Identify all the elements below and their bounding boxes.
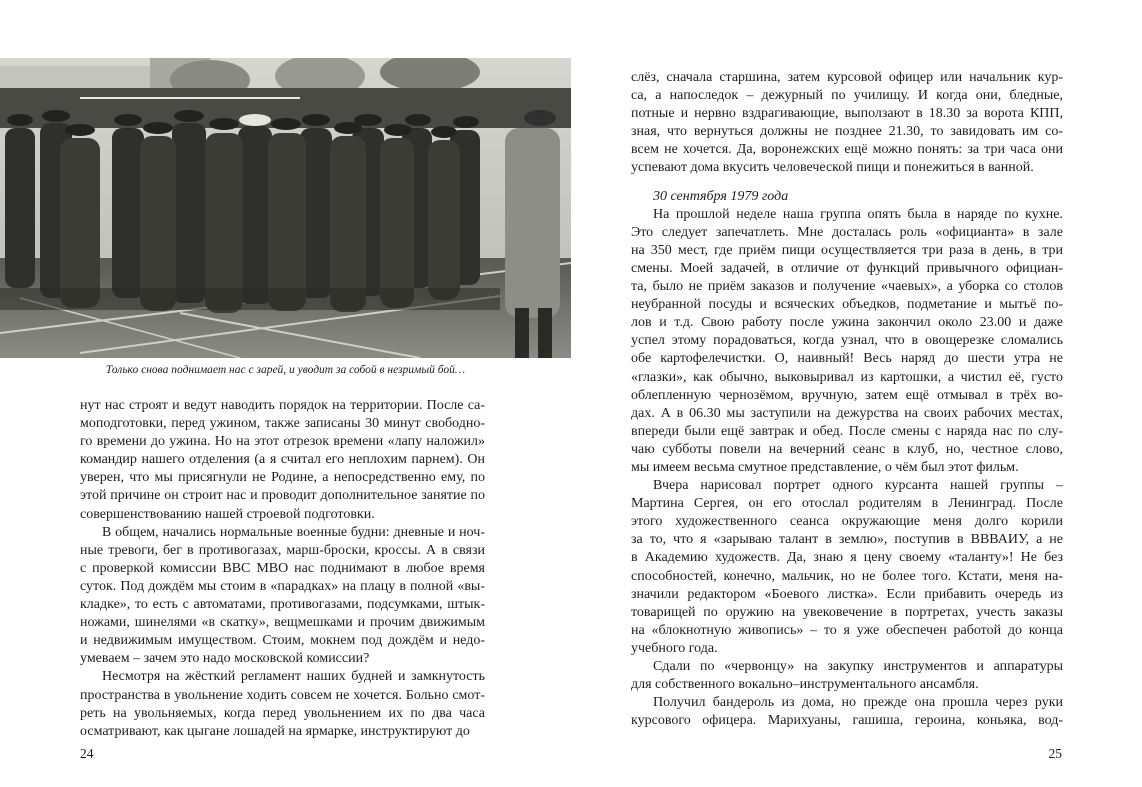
paragraph	[80, 524, 485, 669]
text-line: значили редактором «Боевого листка». Если прибавить очередь из	[631, 586, 1063, 602]
text-line: пространства в увольнение ходить совсем не хочется. Больно смот-	[80, 687, 485, 703]
text-line: зная, что вернуться должны не позднее 21.30, то завидовать им со-	[631, 124, 1063, 140]
text-line: умеваем – зачем это надо московской комиссии?	[80, 651, 370, 667]
text-line: лов и т.д. Свою работу после ужина закончил около 23.00 и даже	[631, 315, 1063, 331]
text-line: та, было не приём заказов и получение «чаевых», а уборка со столов	[631, 279, 1063, 295]
text-line: способностей, конечно, мальчик, но не более того. Кстати, меня на-	[631, 568, 1063, 584]
text-line: слёз, сначала старшина, затем курсовой офицер или начальник кур-	[631, 70, 1063, 85]
text-line: смены. Моей задачей, в отличие от функций привычного официан-	[631, 260, 1063, 276]
photo-caption: Только снова поднимает нас с зарей, и уводит за собой в незримый бой…	[105, 364, 466, 376]
text-line: товарищей по оружию на увековечение в портретах, учесть заказы	[631, 604, 1063, 620]
text-line: са, а напоследок – дежурный по училищу. И когда они, бледные,	[631, 88, 1063, 104]
text-line: всем не хочется. Да, воронежских ещё можно понять: за три часа они	[631, 142, 1063, 158]
text-line: совершенствованию нашей строевой подготовки.	[80, 506, 375, 522]
text-line: суток. Под дождём мы стоим в «парадках» на плацу в полной «вы-	[80, 578, 485, 594]
text-line: командир нашего отделения (а я считал его неплохим парнем). Он	[80, 452, 485, 468]
text-line: мы имеем весьма смутное представление, о чём был этот фильм.	[631, 459, 1019, 475]
text-line: неубранной посуды и всяческих объедков, подметание и мытьё по-	[631, 297, 1063, 313]
date-heading: 30 сентября 1979 года	[653, 188, 789, 204]
text-line: за то, что я «зарываю талант в землю», поступив в ВВВАИУ, а не	[631, 532, 1063, 548]
text-line: и недвижимым имуществом. Стоим, мокнем под дождём и недо-	[80, 633, 485, 649]
text-line: чаю субботы повели на вечерний сеанс в клуб, но, честное слово,	[631, 441, 1063, 457]
text-line: потные и нервно вздрагивающие, выползают в 18.30 за ворота КПП,	[631, 106, 1063, 122]
paragraph	[631, 477, 1063, 658]
text-line: Сдали по «червонцу» на закупку инструментов и аппаратуры	[653, 659, 1063, 674]
text-line: в Академию художеств. Да, знаю я цену своему «таланту»! Не без	[631, 550, 1063, 566]
text-line: учебного года.	[631, 640, 718, 656]
right-page-body-text	[631, 69, 1063, 730]
text-line: с проверкой комиссии ВВС МВО нас поднимают в любое время	[80, 560, 485, 576]
text-line: этого художественного сеанса окружающие меня долго корили	[631, 514, 1063, 530]
text-line: реть на увольняемых, когда перед увольнением их по два часа	[80, 705, 485, 721]
text-line: ные тревоги, бег в противогазах, марш-броски, кроссы. А в связи	[80, 542, 485, 558]
paragraph	[631, 206, 1063, 477]
text-line: осматривают, как цыгане лошадей на ярмарке, инструктируют до	[80, 723, 470, 739]
text-line: Получил бандероль из дома, но прежде она прошла через руки	[653, 695, 1063, 711]
text-line: моподготовки, перед ужином, также записаны 30 минут свободно-	[80, 416, 485, 432]
text-line: дах. А в 06.30 мы заступили на дежурства на своих рабочих местах,	[631, 405, 1063, 421]
text-line: на 350 мест, где приём пищи осуществляется три раза в день, в три	[631, 242, 1063, 258]
text-line: Мартина Сергея, он его отослал родителям в Ленинград. После	[631, 496, 1063, 512]
text-line: «глазки», как обычно, выковыривал из картошки, а чистил её, густо	[631, 369, 1063, 385]
text-line: успевают дома вкусить человеческой пищи и понежиться в ванной.	[631, 160, 1034, 176]
text-line: успел этому порадоваться, когда узнал, что в овощерезке сломались	[631, 333, 1063, 349]
text-line: В общем, начались нормальные военные будни: дневные и ноч-	[102, 524, 485, 540]
text-line: впереди были ещё завтрак и обед. После смены с наряда нас по слу-	[631, 423, 1063, 439]
text-line: Несмотря на жёсткий регламент наших будней и замкнутость	[102, 669, 485, 685]
text-line: облепленную чернозёмом, вручную, затем ещё отмывал в трёх во-	[631, 387, 1063, 403]
text-line: Это следует запечатлеть. Мне досталась роль «официанта» в зале	[631, 224, 1063, 240]
text-line: го времени до ужина. Но на этот отрезок времени «лапу наложил»	[80, 434, 485, 450]
page-number-left: 24	[80, 746, 94, 761]
text-line: курсового офицера. Марихуаны, гашиша, героина, коньяка, вод-	[631, 713, 1063, 729]
paragraph	[631, 694, 1063, 730]
text-line: на «блокнотную живопись» – то я уже обеспечен работой до конца	[631, 622, 1063, 638]
text-line: На прошлой неделе наша группа опять была в наряде по кухне.	[653, 206, 1063, 222]
left-page-body-text	[80, 397, 485, 741]
text-line: кладке», то есть с автоматами, противогазами, подсумками, штык-	[80, 597, 485, 613]
text-line: уверен, что мы присягнули не Родине, а непосредственно ему, по	[80, 470, 485, 486]
text-line: этой причине он строит нас и проводит дополнительное занятие по	[80, 488, 485, 504]
text-line: для собственного вокально–инструментального ансамбля.	[631, 677, 979, 693]
right-page	[571, 0, 1142, 787]
soldiers-photo-illustration	[0, 58, 571, 358]
paragraph	[80, 397, 485, 524]
page-number-right: 25	[1048, 746, 1062, 761]
text-line: ножами, шинелями «в скатку», вещмешками и прочим движимым	[80, 615, 485, 631]
text-line: нут нас строят и ведут наводить порядок на территории. После са-	[80, 398, 485, 413]
paragraph	[80, 668, 485, 740]
paragraph	[631, 658, 1063, 694]
soldiers-photo	[0, 58, 571, 358]
paragraph	[631, 69, 1063, 178]
text-line: Вчера нарисовал портрет одного курсанта нашей группы –	[653, 478, 1063, 494]
text-line: обе картофелечистки. О, наивный! Весь наряд до шести утра не	[631, 351, 1063, 367]
